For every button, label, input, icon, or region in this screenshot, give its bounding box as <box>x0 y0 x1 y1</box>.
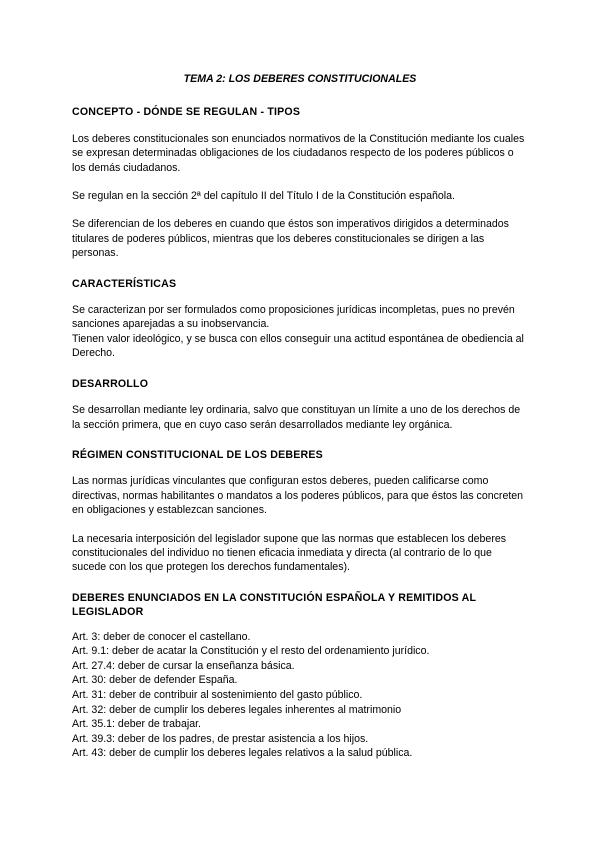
article-list <box>72 630 528 761</box>
list-item: Art. 35.1: deber de trabajar. <box>72 718 201 731</box>
paragraph: Tienen valor ideológico, y se busca con ellos conseguir una actitud espontánea de obediencia al Derecho. <box>72 332 524 360</box>
paragraph: Los deberes constitucionales son enunciados normativos de la Constitución mediante los cuales se expresan determinadas obligaciones de los ciudadanos respecto de los poderes públicos o los demás ciudadanos. <box>72 132 525 174</box>
list-item: Art. 30: deber de defender España. <box>72 674 238 687</box>
list-item: Art. 9.1: deber de acatar la Constitución y el resto del ordenamiento jurídico. <box>72 645 430 658</box>
section-deberes-enunciados <box>72 591 528 761</box>
document-title: TEMA 2: LOS DEBERES CONSTITUCIONALES <box>183 73 417 85</box>
list-item: Art. 39.3: deber de los padres, de prestar asistencia a los hijos. <box>72 732 369 745</box>
section-heading: RÉGIMEN CONSTITUCIONAL DE LOS DEBERES <box>72 448 323 461</box>
section-concepto <box>72 105 528 260</box>
section-regimen <box>72 448 528 575</box>
paragraph: Se diferencian de los deberes en cuando que éstos son imperativos dirigidos a determinados titulares de poderes públicos, mientras que los deberes constitucionales se dirigen a las personas. <box>72 218 509 260</box>
section-heading: CONCEPTO - DÓNDE SE REGULAN - TIPOS <box>72 106 301 119</box>
section-desarrollo <box>72 377 528 432</box>
section-caracteristicas <box>72 277 528 361</box>
paragraph: Se desarrollan mediante ley ordinaria, salvo que constituyan un límite a uno de los derechos de la sección primera, que en cuyo caso serán desarrollados mediante ley orgánica. <box>72 404 521 431</box>
section-heading: DESARROLLO <box>72 377 149 390</box>
list-item: Art. 27.4: deber de cursar la enseñanza básica. <box>72 659 295 672</box>
paragraph: La necesaria interposición del legislador supone que las normas que establecen los deberes constitucionales del individuo no tienen eficacia inmediata y directa (al contrario de lo que sucede con los que protegen los derechos fundamentales). <box>72 532 507 574</box>
list-item: Art. 32: deber de cumplir los deberes legales inherentes al matrimonio <box>72 703 402 716</box>
paragraph: Se regulan en la sección 2ª del capítulo II del Título I de la Constitución española. <box>72 190 455 203</box>
section-heading: DEBERES ENUNCIADOS EN LA CONSTITUCIÓN ESPAÑOLA Y REMITIDOS AL LEGISLADOR <box>72 591 477 619</box>
list-item: Art. 31: deber de contribuir al sostenimiento del gasto público. <box>72 688 363 701</box>
list-item: Art. 43: deber de cumplir los deberes legales relativos a la salud pública. <box>72 747 413 760</box>
paragraph: Las normas jurídicas vinculantes que configuran estos deberes, pueden calificarse como directivas, normas habilitantes o mandatos a los poderes públicos, para que éstos las concreten en obligaciones y establezcan sanciones. <box>72 475 524 517</box>
paragraph: Se caracterizan por ser formulados como proposiciones jurídicas incompletas, pues no prevén sanciones aparejadas a su inobservancia. <box>72 304 515 331</box>
section-heading: CARACTERÍSTICAS <box>72 277 177 290</box>
list-item: Art. 3: deber de conocer el castellano. <box>72 630 251 643</box>
